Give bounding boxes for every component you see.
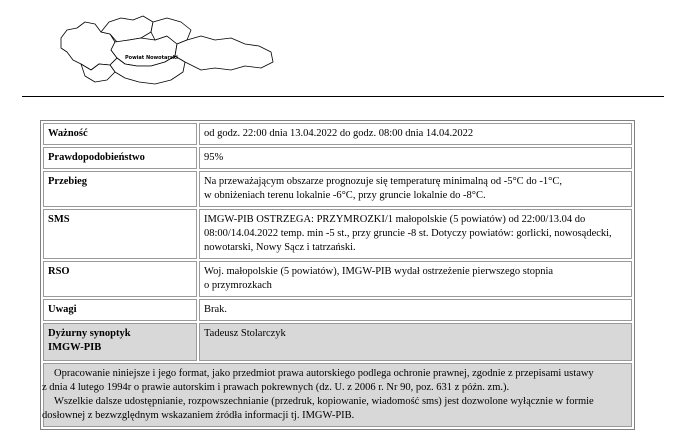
value-rso-line: Woj. małopolskie (5 powiatów), IMGW-PIB wydał ostrzeżenie pierwszego stopnia xyxy=(204,266,554,277)
value-course xyxy=(199,171,632,207)
value-probability-line: 95% xyxy=(204,152,224,163)
map-region-east xyxy=(175,36,273,70)
copyright-para-2 xyxy=(42,395,627,423)
value-course-line: w obniżeniach terenu lokalnie -6°C, przy gruncie lokalnie do -8°C. xyxy=(204,190,486,201)
label-validity: Ważność xyxy=(43,123,197,145)
label-rso: RSO xyxy=(43,261,197,297)
map-region-southwest xyxy=(81,64,115,82)
value-sms xyxy=(199,209,632,259)
copyright-line: Opracowanie niniejsze i jego format, jako przedmiot prawa autorskiego podlega ochronie prawnej, zgodnie z przepisami ustawy xyxy=(54,368,594,379)
row-footer xyxy=(43,363,632,427)
header-divider xyxy=(22,96,664,97)
value-validity-line: od godz. 22:00 dnia 13.04.2022 do godz. 08:00 dnia 14.04.2022 xyxy=(204,128,474,139)
value-remarks-line: Brak. xyxy=(204,304,228,315)
copyright-para-1 xyxy=(42,367,627,395)
label-probability: Prawdopodobieństwo xyxy=(43,147,197,169)
value-rso xyxy=(199,261,632,297)
label-remarks: Uwagi xyxy=(43,299,197,321)
row-rso xyxy=(43,261,632,297)
row-probability xyxy=(43,147,632,169)
label-forecaster xyxy=(43,323,197,361)
copyright-line: z dnia 4 lutego 1994r o prawie autorskim i prawach pokrewnych (dz. U. z 2006 r. Nr 90, poz. 631 z późn. zm.). xyxy=(42,382,510,393)
label-course: Przebieg xyxy=(43,171,197,207)
label-forecaster-line: Dyżurny synoptyk xyxy=(48,328,131,339)
label-forecaster-line: IMGW-PIB xyxy=(48,342,102,353)
value-rso-line: o przymrozkach xyxy=(204,280,272,291)
row-course xyxy=(43,171,632,207)
map-caption: Powiat Nowotarski xyxy=(125,55,178,61)
row-sms xyxy=(43,209,632,259)
value-remarks xyxy=(199,299,632,321)
row-validity xyxy=(43,123,632,145)
row-forecaster xyxy=(43,323,632,361)
copyright-line: Wszelkie dalsze udostępnianie, rozpowszechnianie (przedruk, kopiowanie, wiadomość sms) jest dozwolone wyłącznie w formie xyxy=(54,396,594,407)
copyright-notice xyxy=(43,363,632,427)
value-sms-line: nowotarski, Nowy Sącz i tatrzański. xyxy=(204,242,356,253)
value-validity xyxy=(199,123,632,145)
value-sms-line: IMGW-PIB OSTRZEGA: PRZYMROZKI/1 małopolskie (5 powiatów) od 22:00/13.04 do xyxy=(204,214,586,225)
label-sms: SMS xyxy=(43,209,197,259)
value-forecaster: Tadeusz Stolarczyk xyxy=(199,323,632,361)
value-probability xyxy=(199,147,632,169)
value-sms-line: 08:00/14.04.2022 temp. min -5 st., przy gruncie -8 st. Dotyczy powiatów: gorlicki, nowosądecki, xyxy=(204,228,612,239)
warning-table xyxy=(40,120,635,430)
row-remarks xyxy=(43,299,632,321)
value-course-line: Na przeważającym obszarze prognozuje się temperaturę minimalną od -5°C do -1°C, xyxy=(204,176,562,187)
county-map-logo xyxy=(55,10,280,90)
copyright-line: dosłownej z bezwzględnym wskazaniem źródła informacji tj. IMGW-PIB. xyxy=(42,410,355,421)
